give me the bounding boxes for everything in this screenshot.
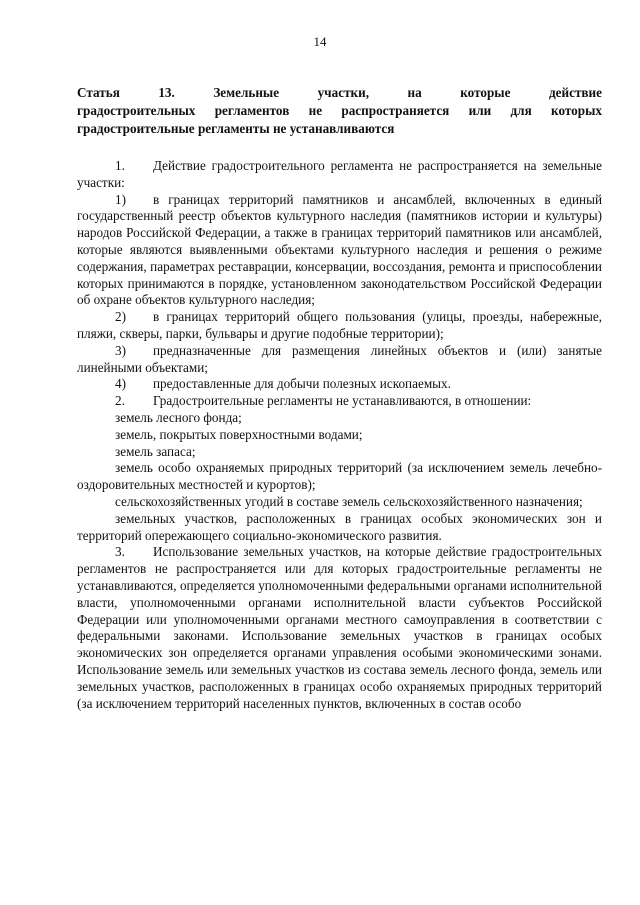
paragraph bbox=[77, 410, 602, 427]
paragraph-text: в границах территорий памятников и ансамблей, включенных в единый государственный реестр объектов культурного наследия (памятников истории и культуры) народов Российской Федерации, а также в границах территорий памятников или ансамблей, которые являются выявленными объектами культурного наследия и решения о режиме содержания, параметрах реставрации, консервации, воссоздания, ремонта и приспособлении которых принимаются в порядке, установленном законодательством Российской Федерации об охране объектов культурного наследия; bbox=[77, 191, 602, 308]
paragraph-text: Действие градостроительного регламента не распространяется на земельные участки: bbox=[77, 158, 602, 190]
paragraph bbox=[77, 444, 602, 461]
paragraph-number: 1. bbox=[115, 158, 125, 173]
paragraph bbox=[77, 544, 602, 712]
article-paragraphs bbox=[77, 158, 602, 712]
paragraph-number: 4) bbox=[115, 376, 126, 392]
page-number: 14 bbox=[313, 34, 327, 49]
paragraph-text: земель запаса; bbox=[115, 443, 196, 459]
paragraph bbox=[77, 393, 602, 410]
paragraph bbox=[77, 376, 602, 393]
paragraph bbox=[77, 460, 602, 494]
paragraph bbox=[77, 158, 602, 192]
paragraph bbox=[77, 192, 602, 310]
paragraph bbox=[77, 511, 602, 545]
article-heading-line: Статья 13. Земельные участки, на которые действие bbox=[77, 85, 602, 100]
paragraph-text: Градостроительные регламенты не устанавливаются, в отношении: bbox=[153, 393, 532, 409]
paragraph-text: предоставленные для добычи полезных ископаемых. bbox=[153, 376, 451, 392]
paragraph-number: 2) bbox=[115, 309, 126, 325]
paragraph-text: земель, покрытых поверхностными водами; bbox=[115, 426, 363, 442]
paragraph bbox=[77, 494, 602, 511]
paragraph-text: земель особо охраняемых природных территорий (за исключением земель лечебно-оздоровительных местностей и курортов); bbox=[77, 460, 602, 493]
paragraph-number: 3) bbox=[115, 342, 126, 358]
article-heading-line: градостроительных регламентов не распространяется или для которых bbox=[77, 103, 602, 118]
article-heading-line: градостроительные регламенты не устанавливаются bbox=[77, 121, 395, 136]
paragraph-text: сельскохозяйственных угодий в составе земель сельскохозяйственного назначения; bbox=[115, 493, 583, 509]
paragraph-text: земельных участков, расположенных в границах особых экономических зон и территорий опережающего социально-экономического развития. bbox=[77, 510, 602, 543]
paragraph bbox=[77, 427, 602, 444]
paragraph-number: 3. bbox=[115, 544, 125, 560]
article-heading bbox=[77, 84, 602, 138]
paragraph-number: 1) bbox=[115, 191, 126, 207]
paragraph bbox=[77, 309, 602, 343]
paragraph-text: предназначенные для размещения линейных объектов и (или) занятые линейными объектами; bbox=[77, 342, 602, 375]
document-body bbox=[77, 84, 602, 712]
paragraph-text: земель лесного фонда; bbox=[115, 409, 242, 425]
paragraph-text: Использование земельных участков, на которые действие градостроительных регламентов не распространяется или для которых градостроительные регламенты не устанавливаются, определяется уполномоченными федеральными органами исполнительной власти, уполномоченными органами исполнительной власти субъектов Российской Федерации или уполномоченными органами местного самоуправления в соответствии с федеральными законами. Использование земельных участков в границах особых экономических зон определяется органами управления особыми экономическими зонами. Использование земель или земельных участков из состава земель лесного фонда, земель или земельных участков, расположенных в границах особо охраняемых природных территорий (за исключением территорий населенных пунктов, включенных в состав особо bbox=[77, 544, 602, 711]
paragraph-number: 2. bbox=[115, 393, 125, 409]
paragraph-text: в границах территорий общего пользования (улицы, проезды, набережные, пляжи, скверы, парки, бульвары и другие подобные территории); bbox=[77, 309, 602, 341]
paragraph bbox=[77, 343, 602, 377]
